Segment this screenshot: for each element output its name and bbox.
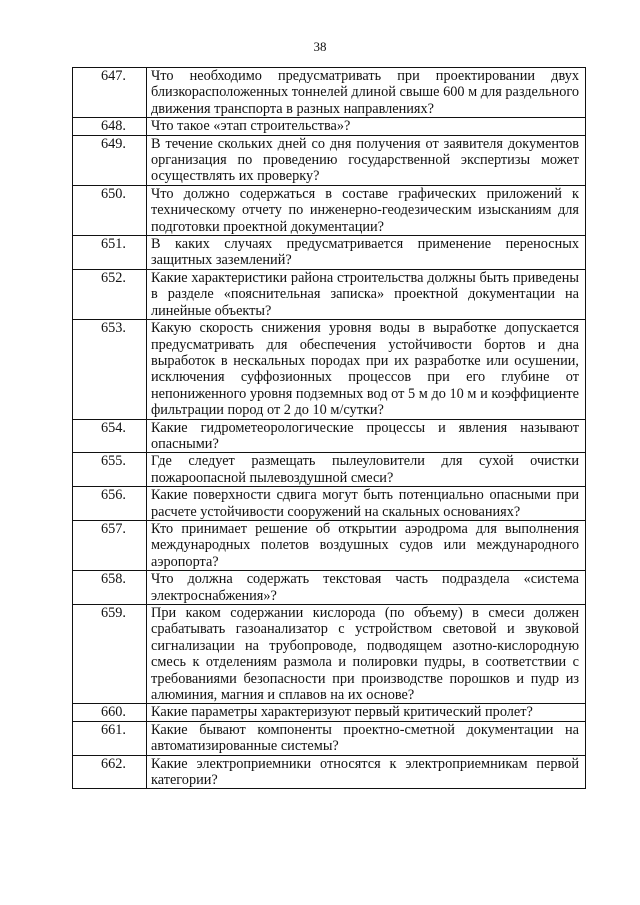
questions-table bbox=[72, 67, 586, 789]
question-text: Кто принимает решение об открытии аэродрома для выполнения международных полетов воздушных судов или международного аэропорта? bbox=[147, 520, 586, 570]
question-text: Какие бывают компоненты проектно-сметной документации на автоматизированные системы? bbox=[147, 721, 586, 755]
question-number-cell bbox=[73, 605, 147, 704]
question-text: Что такое «этап строительства»? bbox=[147, 118, 586, 135]
page-number: 38 bbox=[313, 39, 327, 54]
table-row bbox=[73, 453, 586, 487]
table-row bbox=[73, 320, 586, 419]
question-number: 649. bbox=[100, 135, 127, 152]
questions-table-body bbox=[73, 68, 586, 789]
question-number-cell bbox=[73, 68, 147, 118]
question-text: Какие электроприемники относятся к электроприемникам первой категории? bbox=[147, 755, 586, 789]
question-number-cell bbox=[73, 185, 147, 235]
question-number: 658. bbox=[100, 571, 127, 588]
question-number-cell bbox=[73, 118, 147, 135]
question-text: Какие гидрометеорологические процессы и явления называют опасными? bbox=[147, 419, 586, 453]
question-text: Какие характеристики района строительства должны быть приведены в разделе «пояснительная записка» проектной документации на линейные объекты? bbox=[147, 269, 586, 319]
question-text: Какую скорость снижения уровня воды в выработке допускается предусматривать для обеспечения устойчивости бортов и дна выработок в нескальных породах при их разработке или осушении, исключения суффозионных процессов при его глубине от непониженного уровня подземных вод от 5 м до 10 м и коэффициенте фильтрации пород от 2 до 10 м/сутки? bbox=[147, 320, 586, 419]
table-row bbox=[73, 605, 586, 704]
question-number: 655. bbox=[100, 453, 127, 470]
question-text: Какие поверхности сдвига могут быть потенциально опасными при расчете устойчивости сооружений на скальных основаниях? bbox=[147, 487, 586, 521]
question-number-cell bbox=[73, 721, 147, 755]
question-text: В течение скольких дней со дня получения от заявителя документов организация по проведению государственной экспертизы может осуществлять их проверку? bbox=[147, 135, 586, 185]
table-row bbox=[73, 704, 586, 721]
question-number: 647. bbox=[100, 68, 127, 84]
question-number: 654. bbox=[100, 419, 127, 436]
question-number: 648. bbox=[100, 118, 127, 135]
question-number: 657. bbox=[100, 520, 127, 537]
table-row bbox=[73, 269, 586, 319]
question-number: 661. bbox=[100, 721, 127, 738]
table-row bbox=[73, 755, 586, 789]
question-text: Что должно содержаться в составе графических приложений к техническому отчету по инженерно-геодезическим изысканиям для подготовки проектной документации? bbox=[147, 185, 586, 235]
question-number: 650. bbox=[100, 185, 127, 202]
question-number-cell bbox=[73, 520, 147, 570]
question-number: 662. bbox=[100, 755, 127, 772]
question-number-cell bbox=[73, 704, 147, 721]
table-row bbox=[73, 135, 586, 185]
question-number-cell bbox=[73, 755, 147, 789]
question-text: Какие параметры характеризуют первый критический пролет? bbox=[147, 704, 586, 721]
table-row bbox=[73, 571, 586, 605]
table-row bbox=[73, 520, 586, 570]
question-number: 652. bbox=[100, 269, 127, 286]
question-number: 651. bbox=[100, 236, 127, 253]
question-text: Что необходимо предусматривать при проектировании двух близкорасположенных тоннелей длиной свыше 600 м для раздельного движения транспорта в разных направлениях? bbox=[147, 68, 586, 118]
question-text: Что должна содержать текстовая часть подраздела «система электроснабжения»? bbox=[147, 571, 586, 605]
table-row bbox=[73, 487, 586, 521]
question-number-cell bbox=[73, 269, 147, 319]
question-number: 656. bbox=[100, 487, 127, 504]
question-number-cell bbox=[73, 487, 147, 521]
table-row bbox=[73, 185, 586, 235]
question-number: 660. bbox=[100, 704, 127, 721]
question-number-cell bbox=[73, 236, 147, 270]
question-number-cell bbox=[73, 320, 147, 419]
table-row bbox=[73, 721, 586, 755]
question-number-cell bbox=[73, 135, 147, 185]
question-number-cell bbox=[73, 453, 147, 487]
question-number: 653. bbox=[100, 320, 127, 337]
table-row bbox=[73, 68, 586, 118]
question-number: 659. bbox=[100, 605, 127, 621]
question-text: При каком содержании кислорода (по объему) в смеси должен срабатывать газоанализатор с устройством световой и звуковой сигнализации на трубопроводе, подводящем азотно-кислородную смесь к отделениям размола и полировки пудры, в соответствии с требованиями безопасности при производстве порошков и пудр из алюминия, магния и сплавов на их основе? bbox=[147, 605, 586, 704]
table-row bbox=[73, 118, 586, 135]
question-number-cell bbox=[73, 571, 147, 605]
question-text: Где следует размещать пылеуловители для сухой очистки пожароопасной пылевоздушной смеси? bbox=[147, 453, 586, 487]
question-text: В каких случаях предусматривается применение переносных защитных заземлений? bbox=[147, 236, 586, 270]
table-row bbox=[73, 419, 586, 453]
table-row bbox=[73, 236, 586, 270]
question-number-cell bbox=[73, 419, 147, 453]
